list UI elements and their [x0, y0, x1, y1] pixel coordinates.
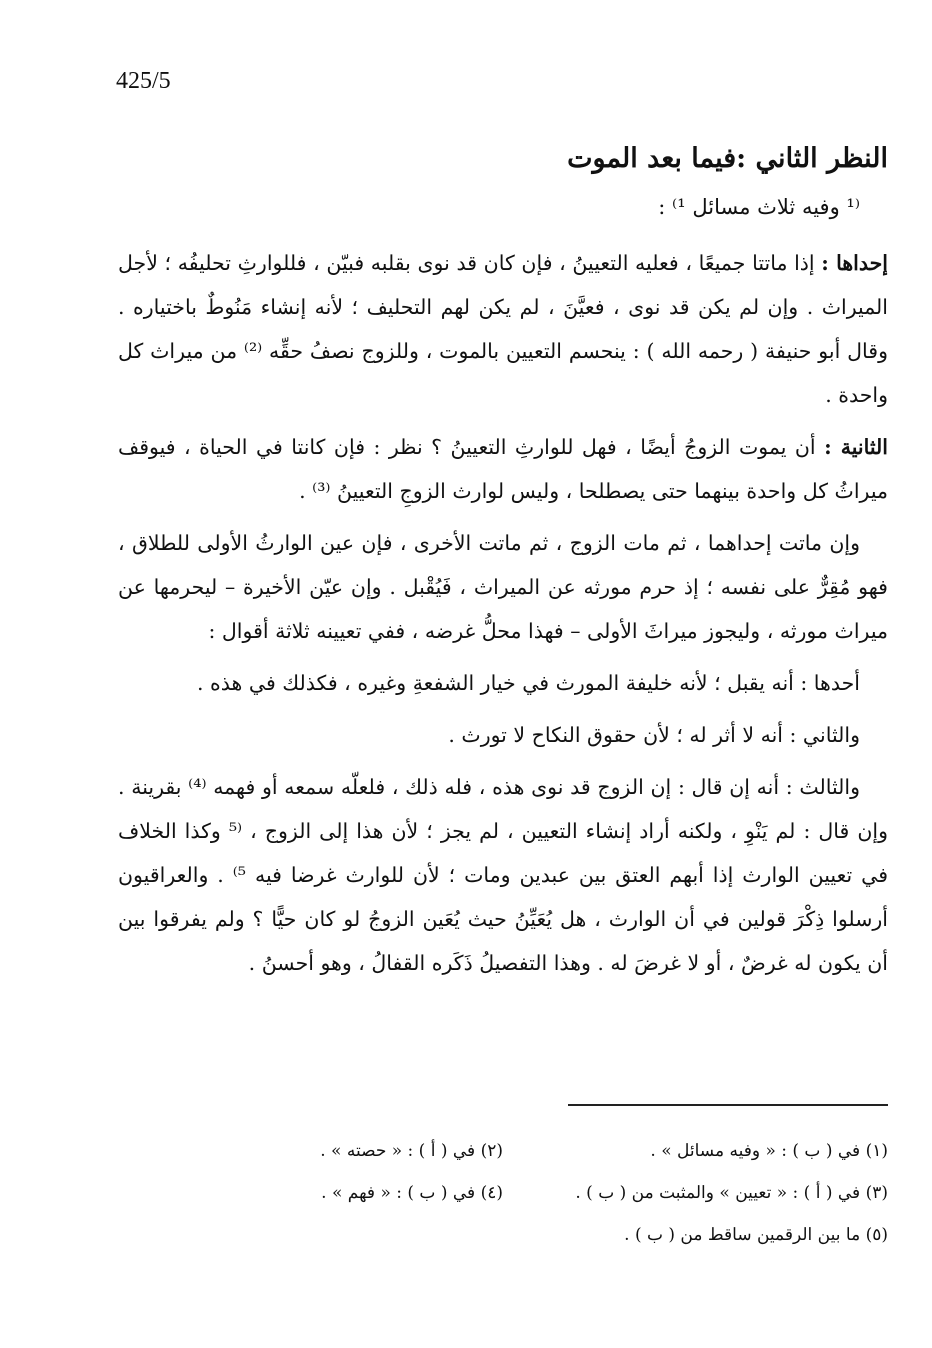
main-text	[118, 140, 888, 993]
section-intro: ⁽¹ وفيه ثلاث مسائل ¹⁾ :	[658, 194, 860, 219]
paragraph-first-opinion	[118, 661, 888, 705]
footnotes	[118, 1130, 888, 1256]
paragraph-first-issue	[118, 241, 888, 417]
paragraph-lead: الثانية :	[824, 435, 889, 460]
footnote-2: (٢) في ( أ ) : « حصته » .	[320, 1141, 503, 1161]
paragraph-lead: إحداها :	[821, 251, 888, 276]
paragraph-text: أحدها : أنه يقبل ؛ لأنه خليفة المورث في خيار الشفعةِ وغيره ، فكذلك في هذه .	[197, 671, 860, 696]
paragraph-text: إذا ماتتا جميعًا ، فعليه التعيينُ ، فإن كان قد نوى بقلبه فبيّن ، فللوارثِ تحليفُه ؛ لأجل الميراث . وإن لم يكن قد نوى ، فعيَّنَ ، لم يكن لهم التحليف ؛ لأنه إنشاء مَنُوطٌ باختياره . وقال أبو حنيفة ( رحمه الله ) : ينحسم التعيين بالموت ، وللزوج نصفُ حقِّه ⁽²⁾ من ميراث كل واحدة .	[118, 251, 888, 408]
footnote-3: (٣) في ( أ ) : « تعيين » والمثبت من ( ب ) .	[575, 1183, 888, 1203]
paragraph-text: وإن ماتت إحداهما ، ثم مات الزوج ، ثم ماتت الأخرى ، فإن عين الوارثُ الأولى للطلاق ، فهو مُقِرٌّ على نفسه ؛ إذ حرم مورثه عن الميراث ، فَيُقْبل . وإن عيّن الأخيرة – ليحرمها عن ميراث مورثه ، وليجوز ميراثَ الأولى – فهذا محلُّ غرضه ، ففي تعيينه ثلاثة أقوال :	[118, 531, 888, 644]
footnote-5: (٥) ما بين الرقمين ساقط من ( ب ) .	[624, 1225, 888, 1245]
paragraph-second-opinion	[118, 713, 888, 757]
footnote-row	[118, 1130, 888, 1172]
footnote-4: (٤) في ( ب ) : « فهم » .	[321, 1183, 503, 1203]
section-title: النظر الثاني :فيما بعد الموت	[567, 143, 888, 174]
footnote-1: (١) في ( ب ) : « وفيه مسائل » .	[650, 1141, 888, 1161]
footnote-separator	[568, 1104, 888, 1106]
paragraph-text: أن يموت الزوجُ أيضًا ، فهل للوارثِ التعيينُ ؟ نظر : فإن كانتا في الحياة ، فيوقف ميراثُ كل واحدة بينهما حتى يصطلحا ، وليس لوارث الزوجِ التعيينُ ⁽³⁾ .	[118, 435, 888, 504]
paragraph-text: والثالث : أنه إن قال : إن الزوج قد نوى هذه ، فله ذلك ، فلعلّه سمعه أو فهمه ⁽⁴⁾ بقرينة . وإن قال : لم يَنْوِ ، ولكنه أراد إنشاء التعيين ، لم يجز ؛ لأن هذا إلى الزوج ، ⁽⁵ وكذا الخلاف في تعيين الوارث إذا أبهم العتق بين عبدين ومات ؛ لأن للوارث غرضا فيه ⁵⁾ . والعراقيون أرسلوا ذِكْرَ قولين في أن الوارث ، هل يُعَيِّنُ حيث يُعَين الزوجُ لو كان حيًّا ؟ ولم يفرقوا بين أن يكون له غرضٌ ، أو لا غرضَ له . وهذا التفصيلُ ذَكَره القفالُ ، وهو أحسنُ .	[118, 775, 889, 976]
paragraph-second-issue	[118, 425, 888, 513]
footnote-row	[118, 1214, 888, 1256]
paragraph-case	[118, 521, 888, 653]
footnote-row	[118, 1172, 888, 1214]
paragraph-third-opinion	[118, 765, 888, 985]
page-number: 425/5	[116, 68, 171, 94]
paragraph-text: والثاني : أنه لا أثر له ؛ لأن حقوق النكاح لا تورث .	[448, 723, 860, 748]
